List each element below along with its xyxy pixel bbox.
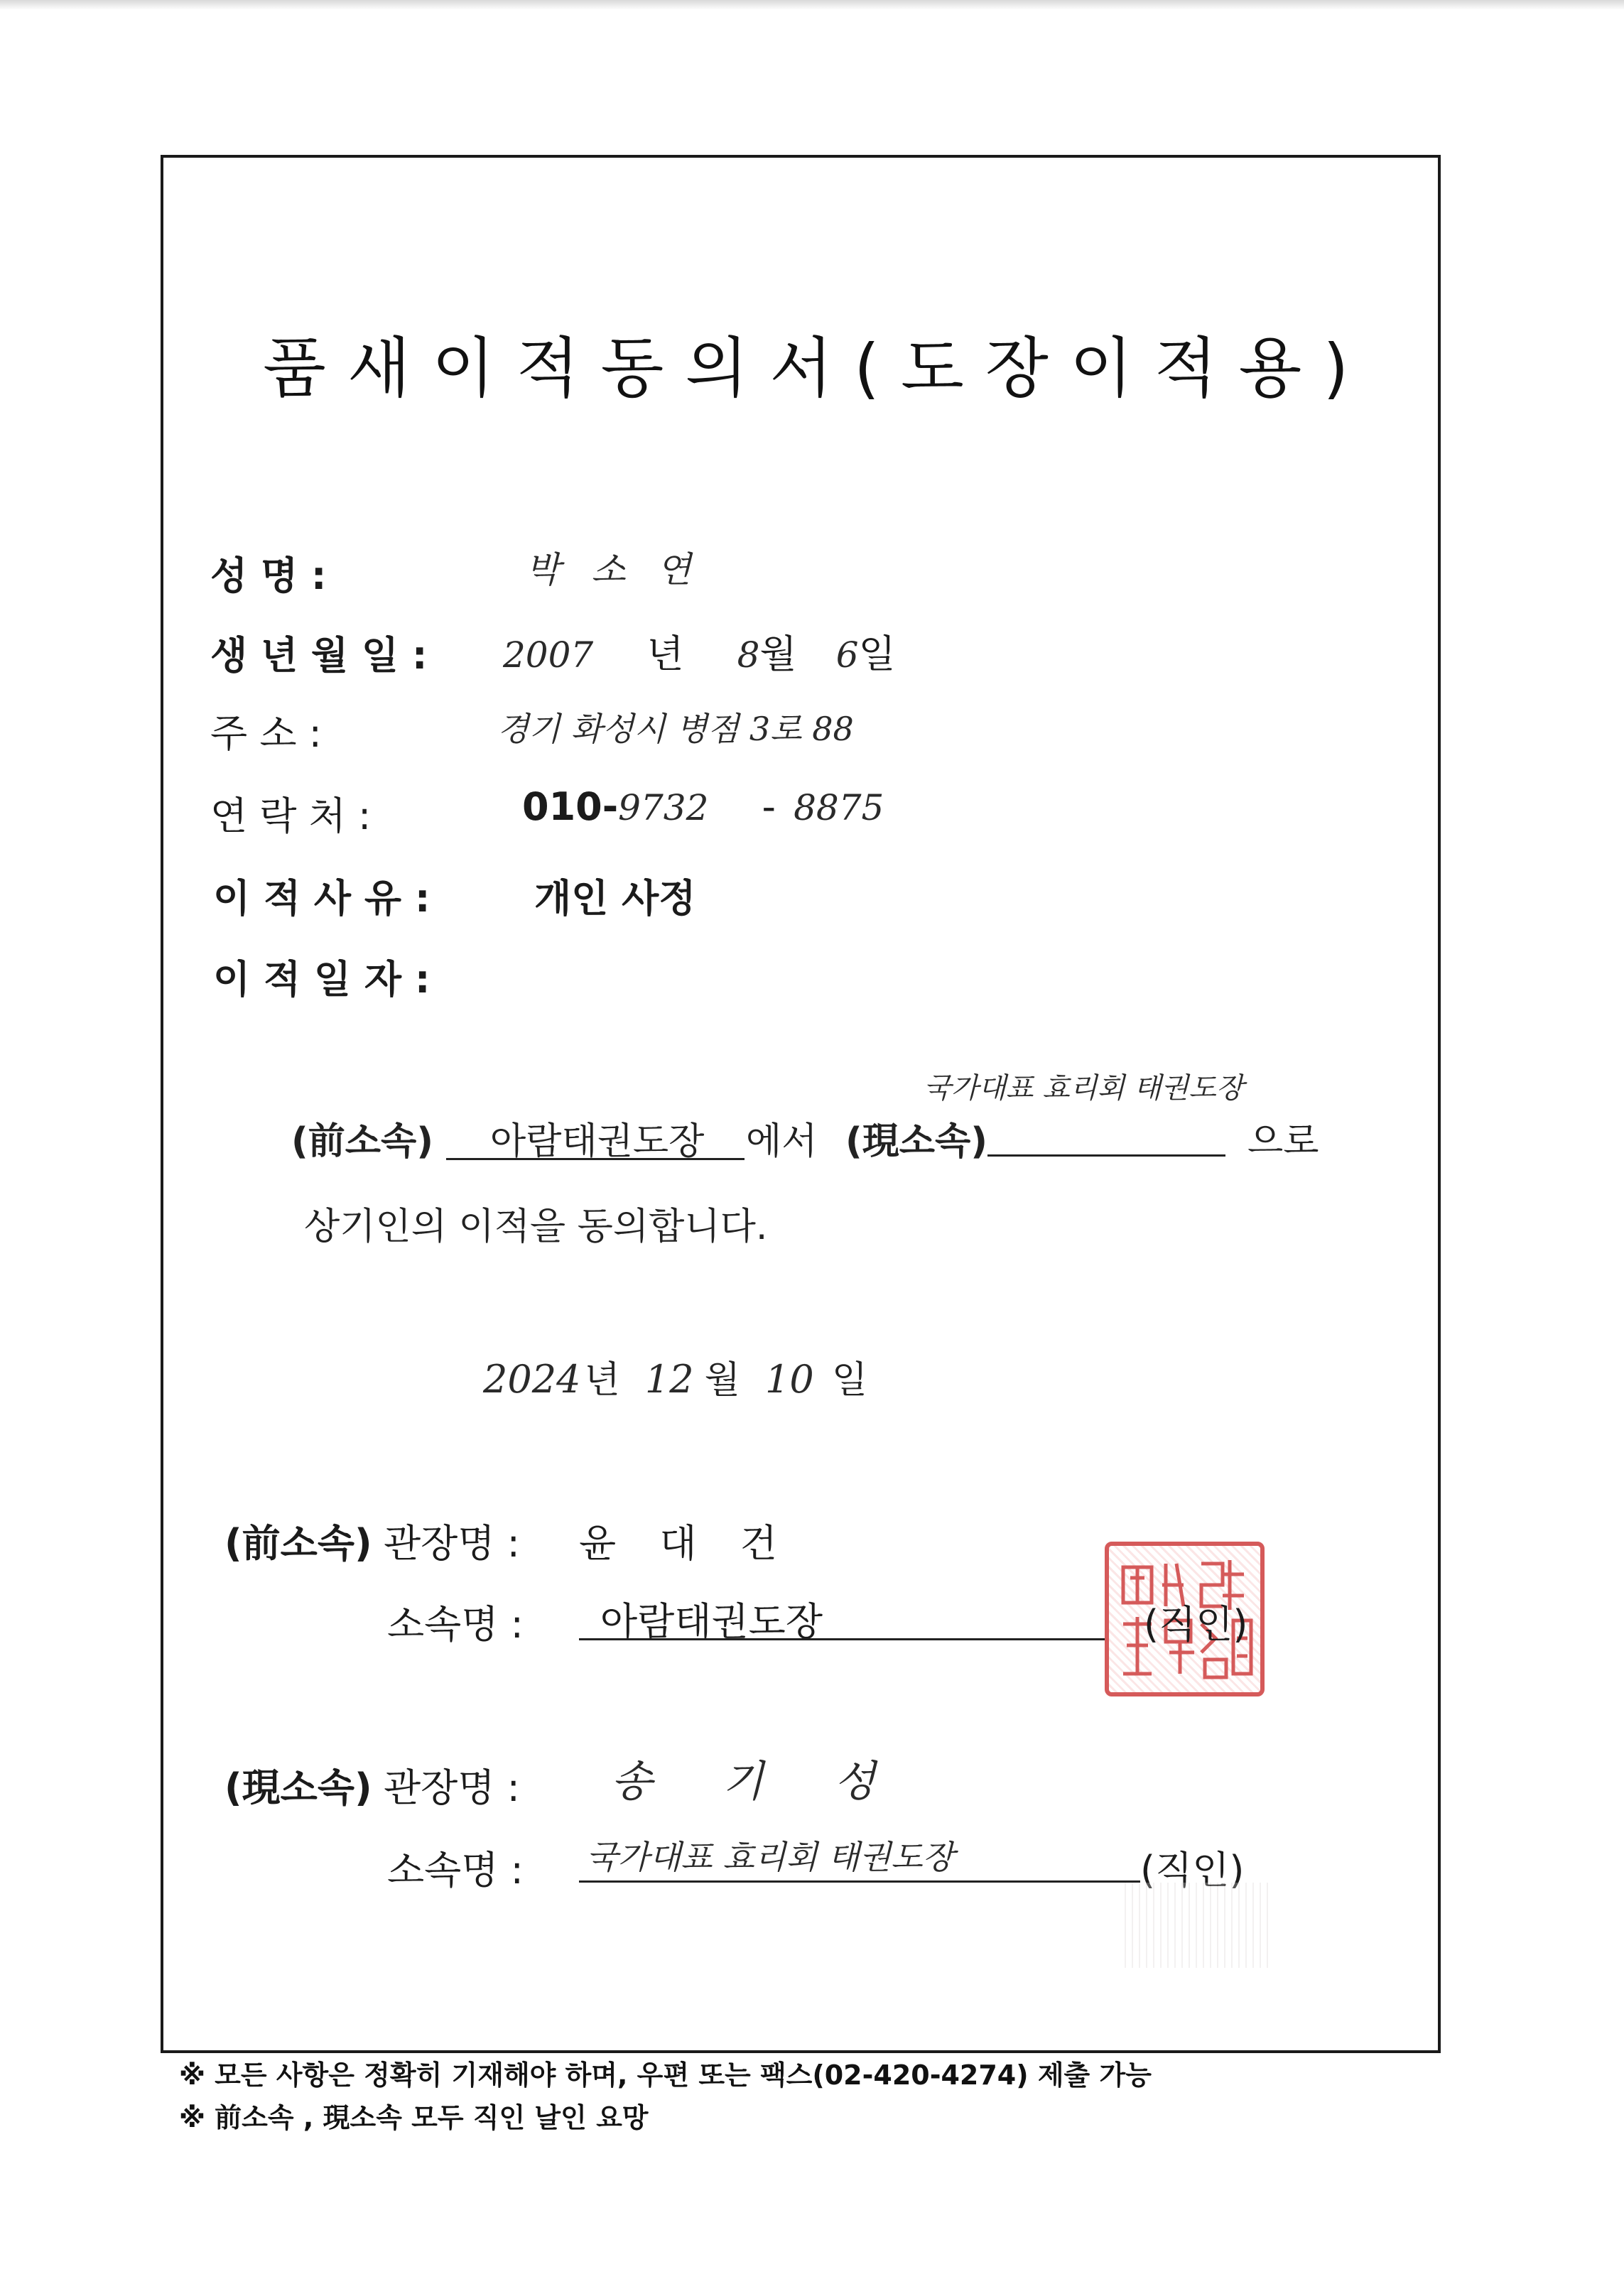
address-value: 경기 화성시 병점 3로 88 — [497, 710, 854, 748]
birth-day: 6 — [835, 634, 859, 676]
contact-label: 연 락 처 : — [210, 794, 372, 838]
consent-prev-label: (前소속) — [291, 1120, 433, 1163]
prev-org-underline — [579, 1638, 1140, 1640]
sign-month-unit: 월 — [704, 1359, 740, 1402]
curr-org-underline — [579, 1880, 1140, 1883]
sign-day-unit: 일 — [831, 1359, 868, 1402]
reason-value: 개인 사정 — [534, 876, 696, 921]
document-title: 품새이적동의서(도장이적용) — [263, 330, 1370, 406]
name-value: 박 소 연 — [526, 549, 701, 590]
curr-master-label: 관장명 : — [384, 1765, 520, 1810]
birth-year: 2007 — [503, 634, 594, 676]
consent-curr-underline — [987, 1154, 1225, 1157]
contact-last: 8875 — [794, 787, 884, 828]
address-label: 주 소 : — [210, 711, 322, 756]
curr-org-label: 소속명 : — [387, 1848, 524, 1893]
footer-note-1: ※ 모든 사항은 정확히 기재해야 하며, 우편 또는 팩스(02-420-4274) 제출 가능 — [179, 2060, 1152, 2091]
consent-prev-value: 아람태권도장 — [490, 1120, 705, 1163]
curr-master-value: 송 기 성 — [611, 1757, 904, 1807]
birth-day-unit: 일 — [858, 632, 896, 676]
consent-curr-value: 국가대표 효리회 태권도장 — [924, 1072, 1244, 1105]
birth-label: 생 년 월 일 : — [210, 633, 428, 678]
contact-dash: - — [762, 784, 776, 829]
consent-suffix: 으로 — [1247, 1120, 1319, 1163]
curr-affiliation-label: (現소속) — [224, 1765, 372, 1810]
birth-month-unit: 월 — [759, 632, 797, 676]
transfer-date-label: 이 적 일 자 : — [213, 957, 431, 1002]
sign-year: 2024 — [483, 1357, 581, 1402]
prev-master-value: 윤 대 건 — [579, 1521, 793, 1566]
curr-seal-label: (직인) — [1140, 1848, 1245, 1893]
consent-prev-underline — [446, 1158, 745, 1160]
prev-affiliation-label: (前소속) — [224, 1521, 372, 1566]
consent-curr-label: (現소속) — [845, 1120, 987, 1163]
sign-day: 10 — [765, 1357, 814, 1402]
prev-master-label: 관장명 : — [384, 1521, 520, 1566]
sign-month: 12 — [644, 1357, 694, 1402]
prev-seal-label: (직인) — [1144, 1602, 1248, 1647]
name-label: 성 명 : — [210, 553, 327, 598]
birth-year-unit: 년 — [646, 632, 684, 676]
prev-org-value: 아람태권도장 — [600, 1599, 823, 1644]
consent-line2: 상기인의 이적을 동의합니다. — [304, 1206, 768, 1248]
curr-org-value: 국가대표 효리회 태권도장 — [586, 1838, 955, 1876]
footer-note-2: ※ 前소속 , 現소속 모두 직인 날인 요망 — [179, 2102, 649, 2133]
page-edge-shadow — [0, 0, 1624, 10]
birth-value — [503, 624, 896, 678]
sign-date — [483, 1350, 867, 1403]
contact-value — [522, 784, 884, 829]
reason-label: 이 적 사 유 : — [213, 876, 431, 921]
consent-middle: 에서 — [746, 1120, 818, 1163]
birth-month: 8 — [737, 634, 760, 676]
prev-org-label: 소속명 : — [387, 1602, 524, 1647]
faint-seal-mark — [1119, 1883, 1268, 1968]
contact-prefix: 010- — [522, 784, 619, 829]
contact-mid: 9732 — [618, 787, 709, 828]
sign-year-unit: 년 — [584, 1359, 620, 1402]
